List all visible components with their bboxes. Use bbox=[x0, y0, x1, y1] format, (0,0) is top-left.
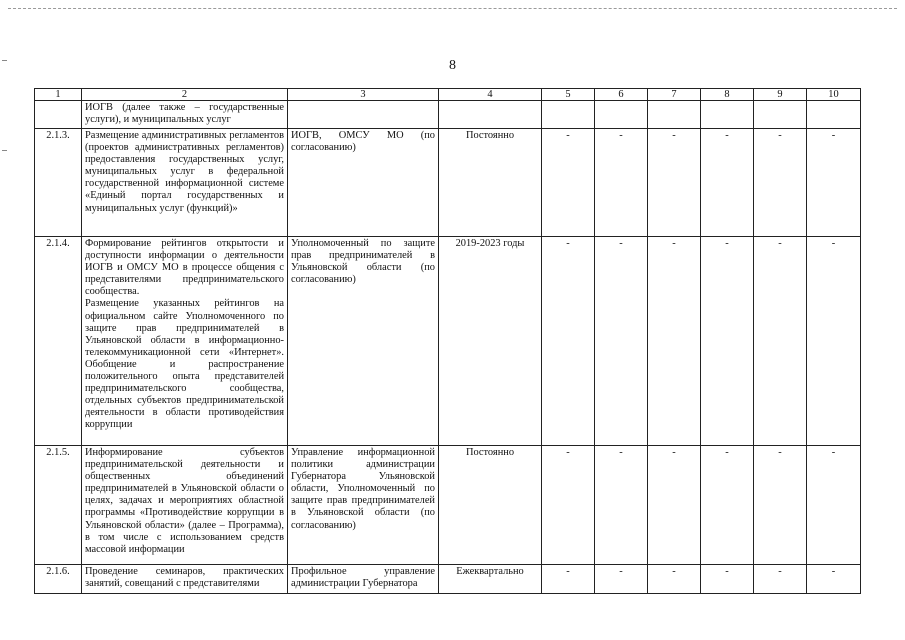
header-cell: 6 bbox=[595, 89, 648, 101]
value-cell: - bbox=[648, 129, 701, 237]
value-cell: - bbox=[754, 237, 807, 446]
value-cell: - bbox=[595, 237, 648, 446]
measure-description: Информирование субъектов предпринимательской деятельности и общественных объединений предпринимателей в Ульяновской области о целях, задачах и мероприятиях областной программы «Противодействие коррупции в Ульяновской области» (далее – Программа), в том числе с использованием средств массовой информации bbox=[82, 446, 288, 565]
value-cell: - bbox=[701, 565, 754, 594]
header-cell: 3 bbox=[288, 89, 439, 101]
value-cell bbox=[807, 101, 861, 129]
table-row bbox=[35, 129, 861, 237]
executor-cell bbox=[288, 101, 439, 129]
table-row bbox=[35, 101, 861, 129]
row-number: 2.1.4. bbox=[35, 237, 82, 446]
header-cell: 7 bbox=[648, 89, 701, 101]
description-paragraph: Размещение указанных рейтингов на официальном сайте Уполномоченного по защите прав предпринимателей в Ульяновской области в информационно-телекоммуникационной сети «Интернет». Обобщение и распространение положительного опыта представителей предпринимательского сообщества, отдельных субъектов предпринимательской деятельности в области противодействия коррупции bbox=[85, 298, 284, 431]
scan-margin-mark bbox=[2, 150, 7, 151]
measure-description: Проведение семинаров, практических занятий, совещаний с представителями bbox=[82, 565, 288, 594]
value-cell: - bbox=[807, 237, 861, 446]
executor-cell: Управление информационной политики администрации Губернатора Ульяновской области, Уполномоченный по защите прав предпринимателей в Ульяновской области (по согласованию) bbox=[288, 446, 439, 565]
executor-cell: Уполномоченный по защите прав предпринимателей в Ульяновской области (по согласованию) bbox=[288, 237, 439, 446]
table-row bbox=[35, 446, 861, 565]
table-row bbox=[35, 565, 861, 594]
period-cell: Постоянно bbox=[439, 129, 542, 237]
value-cell bbox=[648, 101, 701, 129]
executor-cell: Профильное управление администрации Губернатора bbox=[288, 565, 439, 594]
period-cell bbox=[439, 101, 542, 129]
scan-border-line bbox=[8, 8, 897, 9]
value-cell: - bbox=[807, 446, 861, 565]
value-cell: - bbox=[648, 446, 701, 565]
value-cell bbox=[701, 101, 754, 129]
value-cell: - bbox=[754, 446, 807, 565]
header-cell: 4 bbox=[439, 89, 542, 101]
value-cell: - bbox=[542, 129, 595, 237]
measure-description bbox=[82, 237, 288, 446]
value-cell: - bbox=[542, 237, 595, 446]
value-cell: - bbox=[807, 565, 861, 594]
value-cell: - bbox=[595, 565, 648, 594]
value-cell bbox=[754, 101, 807, 129]
header-cell: 5 bbox=[542, 89, 595, 101]
value-cell: - bbox=[648, 565, 701, 594]
period-cell: Ежеквартально bbox=[439, 565, 542, 594]
header-cell: 1 bbox=[35, 89, 82, 101]
value-cell: - bbox=[595, 129, 648, 237]
value-cell: - bbox=[807, 129, 861, 237]
value-cell: - bbox=[701, 446, 754, 565]
measure-description: Размещение административных регламентов (проектов административных регламентов) предоставления государственных услуг, муниципальных услуг в федеральной государственной информационной системе «Единый портал государственных и муниципальных услуг (функций)» bbox=[82, 129, 288, 237]
header-cell: 9 bbox=[754, 89, 807, 101]
value-cell: - bbox=[754, 565, 807, 594]
value-cell: - bbox=[595, 446, 648, 565]
page-number: 8 bbox=[449, 58, 456, 73]
row-number: 2.1.6. bbox=[35, 565, 82, 594]
row-number: 2.1.5. bbox=[35, 446, 82, 565]
period-cell: Постоянно bbox=[439, 446, 542, 565]
value-cell bbox=[542, 101, 595, 129]
header-cell: 10 bbox=[807, 89, 861, 101]
executor-cell: ИОГВ, ОМСУ МО (по согласованию) bbox=[288, 129, 439, 237]
value-cell: - bbox=[542, 446, 595, 565]
value-cell: - bbox=[648, 237, 701, 446]
value-cell: - bbox=[701, 129, 754, 237]
header-cell: 2 bbox=[82, 89, 288, 101]
header-row bbox=[35, 89, 861, 101]
table-row bbox=[35, 237, 861, 446]
description-paragraph: Формирование рейтингов открытости и доступности информации о деятельности ИОГВ и ОМСУ МО в процессе общения с представителями предпринимательского сообщества. bbox=[85, 238, 284, 298]
value-cell: - bbox=[701, 237, 754, 446]
row-number bbox=[35, 101, 82, 129]
measure-description: ИОГВ (далее также – государственные услуги), и муниципальных услуг bbox=[82, 101, 288, 129]
measures-table bbox=[34, 88, 861, 594]
value-cell: - bbox=[754, 129, 807, 237]
value-cell bbox=[595, 101, 648, 129]
period-cell: 2019-2023 годы bbox=[439, 237, 542, 446]
value-cell: - bbox=[542, 565, 595, 594]
row-number: 2.1.3. bbox=[35, 129, 82, 237]
header-cell: 8 bbox=[701, 89, 754, 101]
